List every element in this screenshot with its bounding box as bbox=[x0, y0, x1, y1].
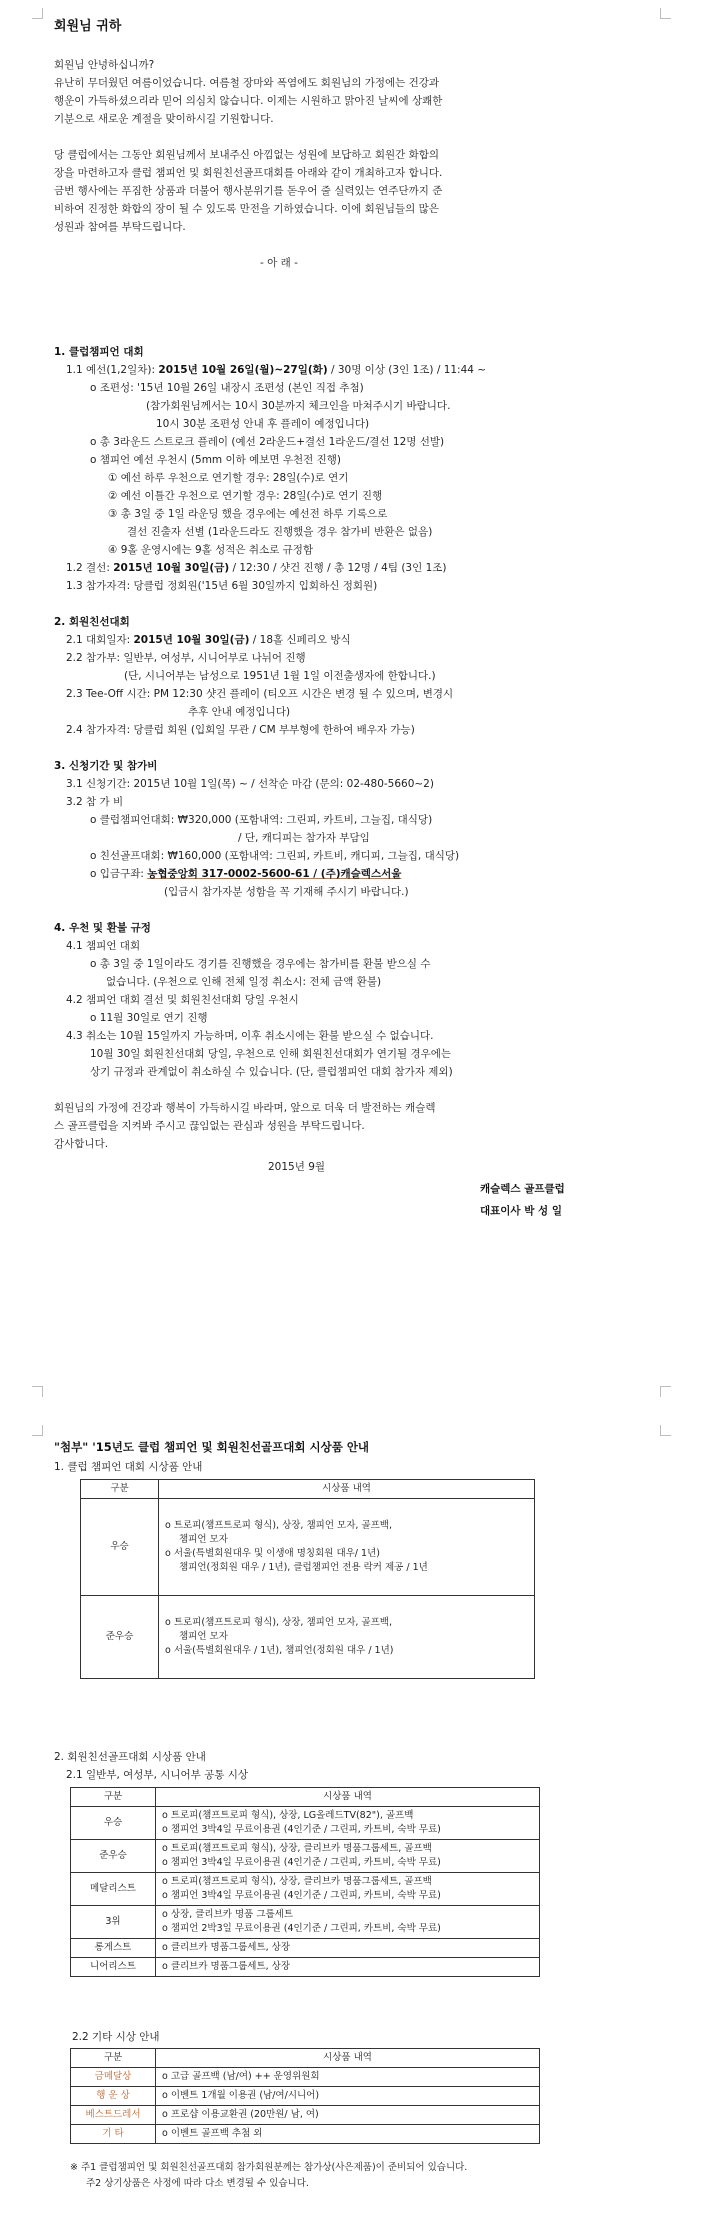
s1-1-line: 10시 30분 조편성 안내 후 플레이 예정입니다) bbox=[156, 418, 370, 430]
table-row bbox=[71, 2068, 540, 2087]
s1-2-label: 1.2 결선: bbox=[66, 562, 110, 574]
closing-line: 스 골프클럽을 지켜봐 주시고 끊임없는 관심과 성원을 부탁드립니다. bbox=[54, 1120, 365, 1132]
prize-category: 준우승 bbox=[81, 1596, 159, 1679]
prize-category: 니어리스트 bbox=[71, 1958, 156, 1977]
prize-line: o 클리브카 명품그룹세트, 상장 bbox=[162, 1942, 291, 1953]
representative: 대표이사 박 성 일 bbox=[480, 1205, 562, 1217]
prize-line: o 고급 골프백 (남/여) ++ 운영위원회 bbox=[162, 2071, 320, 2082]
champion-prize-table bbox=[80, 1479, 535, 1679]
prize-category: 금메달상 bbox=[71, 2068, 156, 2087]
table-row bbox=[71, 2087, 540, 2106]
s1-1-line: o 총 3라운드 스트로크 플레이 (예선 2라운드+결선 1라운드/결선 12명 선발) bbox=[90, 436, 445, 448]
s2-2-line: (단, 시니어부는 남성으로 1951년 1월 1일 이전출생자에 한합니다.) bbox=[124, 670, 436, 682]
body-line: 금번 행사에는 푸짐한 상품과 더불어 행사분위기를 돋우어 줄 실력있는 연주단까지 준 bbox=[54, 185, 443, 197]
prize-line: o 서울(특별회원대우 / 1년), 챔피언(정회원 대우 / 1년) bbox=[165, 1645, 394, 1656]
prize-category: 행 운 상 bbox=[71, 2087, 156, 2106]
s1-1-line: ② 예선 이틀간 우천으로 연기할 경우: 28일(수)로 연기 진행 bbox=[108, 490, 383, 502]
s3-2-line: o 친선골프대회: ₩160,000 (포함내역: 그린피, 카트비, 캐디피, 그늘집, 대식당) bbox=[90, 850, 460, 862]
attachment-section-2-2: 2.2 기타 시상 안내 bbox=[72, 2031, 160, 2043]
page-corner-mark bbox=[660, 1425, 671, 1436]
s1-2-date: 2015년 10월 30일(금) bbox=[113, 562, 230, 574]
greeting-line: 행운이 가득하셨으리라 믿어 의심치 않습니다. 이제는 시원하고 맑아진 날씨에 상쾌한 bbox=[54, 95, 443, 107]
table-row bbox=[71, 1840, 540, 1873]
body-line: 장을 마련하고자 클럽 챔피언 및 회원친선골프대회를 아래와 같이 개최하고자 합니다. bbox=[54, 167, 443, 179]
table-row bbox=[71, 2125, 540, 2144]
closing-line: 감사합니다. bbox=[54, 1138, 109, 1150]
prize-detail bbox=[156, 2068, 540, 2087]
prize-line: o 트로피(챔프트로피 형식), 상장, 클리브카 명품그룹세트, 골프백 bbox=[162, 1843, 432, 1854]
salutation: 회원님 귀하 bbox=[54, 19, 122, 34]
s2-4-line: 2.4 참가자격: 당클럽 회원 (입회일 무관 / CM 부부형에 한하여 배우자 가능) bbox=[66, 724, 415, 736]
body-line: 성원과 참여를 부탁드립니다. bbox=[54, 221, 186, 233]
s3-2-line: / 단, 캐디피는 참가자 부담임 bbox=[238, 832, 370, 844]
table-header: 구분 bbox=[71, 2049, 156, 2068]
s4-3-line: 10월 30일 회원친선대회 당일, 우천으로 인해 회원친선대회가 연기될 경우에는 bbox=[90, 1048, 452, 1060]
prize-detail bbox=[159, 1499, 535, 1596]
s1-1-date: 2015년 10월 26일(월)~27일(화) bbox=[158, 364, 328, 376]
prize-line: 챔피언 모자 bbox=[179, 1631, 228, 1642]
account-label: o 입금구좌: bbox=[90, 868, 144, 880]
prize-detail bbox=[159, 1596, 535, 1679]
s1-1-detail: / 30명 이상 (3인 1조) / 11:44 ~ bbox=[330, 364, 487, 376]
prize-detail bbox=[156, 1873, 540, 1906]
s1-1-label: 1.1 예선(1,2일차): bbox=[66, 364, 156, 376]
prize-detail bbox=[156, 1807, 540, 1840]
table-row bbox=[81, 1596, 535, 1679]
table-row bbox=[71, 1958, 540, 1977]
s1-1-line: (참가회원님께서는 10시 30분까지 체크인을 마쳐주시기 바랍니다. bbox=[146, 400, 451, 412]
section-1-title: 1. 클럽챔피언 대회 bbox=[54, 346, 144, 358]
prize-detail bbox=[156, 2125, 540, 2144]
prize-detail bbox=[156, 2087, 540, 2106]
prize-line: 챔피언 모자 bbox=[179, 1534, 228, 1545]
s1-1-line: 결선 진출자 선별 (1라운드라도 진행했을 경우 참가비 반환은 없음) bbox=[127, 526, 433, 538]
page-corner-mark bbox=[660, 8, 671, 19]
page-corner-mark bbox=[660, 1386, 671, 1397]
closing-line: 회원님의 가정에 건강과 행복이 가득하시길 바라며, 앞으로 더욱 더 발전하는 캐슬렉 bbox=[54, 1102, 436, 1114]
bank-account: 농협중앙회 317-0002-5600-61 / (주)캐슬렉스서울 bbox=[147, 868, 402, 880]
table-row bbox=[71, 1873, 540, 1906]
greeting-line: 유난히 무더웠던 여름이었습니다. 여름철 장마와 폭염에도 회원님의 가정에는 건강과 bbox=[54, 77, 440, 89]
s2-1-detail: / 18홀 신페리오 방식 bbox=[252, 634, 351, 646]
page-separator bbox=[0, 1405, 705, 1415]
s4-2-line: o 11월 30일로 연기 진행 bbox=[90, 1012, 208, 1024]
prize-line: o 챔피언 2박3일 무료이용권 (4인기준 / 그린피, 카트비, 숙박 무료) bbox=[162, 1923, 441, 1934]
greeting-line: 기분으로 새로운 계절을 맞이하시길 기원합니다. bbox=[54, 113, 274, 125]
prize-detail bbox=[156, 1840, 540, 1873]
s3-2-line: (입금시 참가자분 성함을 꼭 기재해 주시기 바랍니다.) bbox=[164, 886, 409, 898]
below-marker: - 아 래 - bbox=[260, 257, 298, 269]
prize-category: 3위 bbox=[71, 1906, 156, 1939]
letter-date: 2015년 9월 bbox=[268, 1161, 326, 1173]
table-header: 시상품 내역 bbox=[156, 2049, 540, 2068]
greeting-line: 회원님 안녕하십니까? bbox=[54, 59, 155, 71]
table-header: 구분 bbox=[71, 1788, 156, 1807]
attachment-section-2: 2. 회원친선골프대회 시상품 안내 bbox=[54, 1751, 206, 1763]
prize-detail bbox=[156, 1958, 540, 1977]
prize-line: o 이벤트 골프백 추첨 외 bbox=[162, 2128, 263, 2139]
prize-line: o 상장, 클리브카 명품 그룹세트 bbox=[162, 1909, 294, 1920]
page-corner-mark bbox=[32, 1425, 43, 1436]
s4-3-line: 상기 규정과 관계없이 취소하실 수 있습니다. (단, 클럽챔피언 대회 참가자 제외) bbox=[90, 1066, 453, 1078]
prize-detail bbox=[156, 1906, 540, 1939]
s3-2-line: 3.2 참 가 비 bbox=[66, 796, 124, 808]
table-row bbox=[71, 1906, 540, 1939]
s2-1-label: 2.1 대회일자: bbox=[66, 634, 131, 646]
prize-line: o 프로샵 이용교환권 (20만원/ 남, 여) bbox=[162, 2109, 319, 2120]
prize-category: 메달리스트 bbox=[71, 1873, 156, 1906]
s2-3-line: 추후 안내 예정입니다) bbox=[188, 706, 291, 718]
friendly-prize-table bbox=[70, 1787, 540, 1977]
s1-1-line: ③ 총 3일 중 1일 라운딩 했을 경우에는 예선전 하루 기록으로 bbox=[108, 508, 388, 520]
prize-category: 기 타 bbox=[71, 2125, 156, 2144]
prize-line: o 서울(특별회원대우 및 이생애 명칭회원 대우/ 1년) bbox=[165, 1548, 380, 1559]
attachment-section-1: 1. 클럽 챔피언 대회 시상품 안내 bbox=[54, 1461, 203, 1473]
body-line: 당 클럽에서는 그동안 회원님께서 보내주신 아낌없는 성원에 보답하고 회원간 화합의 bbox=[54, 149, 440, 161]
s4-1-line: o 총 3일 중 1일이라도 경기를 진행했을 경우에는 참가비를 환불 받으실 수 bbox=[90, 958, 431, 970]
table-header: 시상품 내역 bbox=[159, 1480, 535, 1499]
section-4-title: 4. 우천 및 환불 규정 bbox=[54, 922, 151, 934]
table-row bbox=[71, 1807, 540, 1840]
prize-line: o 트로피(챔프트로피 형식), 상장, 챔피언 모자, 골프백, bbox=[165, 1617, 392, 1628]
s1-1-line: o 챔피언 예선 우천시 (5mm 이하 예보면 우천전 진행) bbox=[90, 454, 342, 466]
prize-category: 우승 bbox=[81, 1499, 159, 1596]
table-header: 구분 bbox=[81, 1480, 159, 1499]
attachment-page bbox=[0, 1415, 705, 2229]
s4-1-line: 4.1 챔피언 대회 bbox=[66, 940, 141, 952]
prize-line: o 트로피(챔프트로피 형식), 상장, 챔피언 모자, 골프백, bbox=[165, 1520, 392, 1531]
prize-category: 준우승 bbox=[71, 1840, 156, 1873]
prize-line: o 챔피언 3박4일 무료이용권 (4인기준 / 그린피, 카트비, 숙박 무료) bbox=[162, 1890, 441, 1901]
prize-line: o 트로피(챔프트로피 형식), 상장, 클리브카 명품그룹세트, 골프백 bbox=[162, 1876, 432, 1887]
other-prize-table bbox=[70, 2048, 540, 2144]
prize-line: o 클리브카 명품그룹세트, 상장 bbox=[162, 1961, 291, 1972]
table-header: 시상품 내역 bbox=[156, 1788, 540, 1807]
table-row bbox=[81, 1499, 535, 1596]
prize-category: 우승 bbox=[71, 1807, 156, 1840]
s3-2-line: o 클럽챔피언대회: ₩320,000 (포함내역: 그린피, 카트비, 그늘집, 대식당) bbox=[90, 814, 433, 826]
s1-1-line: ④ 9홀 운영시에는 9홀 성적은 취소로 규정함 bbox=[108, 544, 314, 556]
s2-3-line: 2.3 Tee-Off 시간: PM 12:30 샷건 플레이 (티오프 시간은 변경 될 수 있으며, 변경시 bbox=[66, 688, 454, 700]
table-row bbox=[71, 1939, 540, 1958]
prize-detail bbox=[156, 1939, 540, 1958]
page-corner-mark bbox=[32, 1386, 43, 1397]
s4-3-line: 4.3 취소는 10월 15일까지 가능하며, 이후 취소시에는 환불 받으실 수 없습니다. bbox=[66, 1030, 434, 1042]
attachment-title: "첨부" '15년도 클럽 챔피언 및 회원친선골프대회 시상품 안내 bbox=[54, 1440, 370, 1454]
s2-1-date: 2015년 10월 30일(금) bbox=[133, 634, 250, 646]
s2-2-line: 2.2 참가부: 일반부, 여성부, 시니어부로 나뉘어 진행 bbox=[66, 652, 306, 664]
section-2-title: 2. 회원친선대회 bbox=[54, 616, 130, 628]
organization-name: 캐슬렉스 골프클럽 bbox=[480, 1183, 565, 1195]
prize-detail bbox=[156, 2106, 540, 2125]
s1-3-line: 1.3 참가자격: 당클럽 정회원('15년 6월 30일까지 입회하신 정회원) bbox=[66, 580, 378, 592]
s1-2-detail: / 12:30 / 샷건 진행 / 총 12명 / 4팀 (3인 1조) bbox=[232, 562, 447, 574]
attachment-section-2-1: 2.1 일반부, 여성부, 시니어부 공통 시상 bbox=[66, 1769, 249, 1781]
prize-line: 챔피언(정회원 대우 / 1년), 클럽챔피언 전용 락커 제공 / 1년 bbox=[179, 1562, 428, 1573]
body-line: 비하여 진정한 화합의 장이 될 수 있도록 만전을 기하였습니다. 이에 회원님들의 많은 bbox=[54, 203, 439, 215]
page-corner-mark bbox=[32, 8, 43, 19]
table-row bbox=[71, 2106, 540, 2125]
prize-line: o 이벤트 1개월 이용권 (남/여/시니어) bbox=[162, 2090, 320, 2101]
s4-1-line: 없습니다. (우천으로 인해 전체 일정 취소시: 전체 금액 환불) bbox=[106, 976, 382, 988]
s3-1-line: 3.1 신청기간: 2015년 10월 1일(목) ~ / 선착순 마감 (문의: 02-480-5660~2) bbox=[66, 778, 434, 790]
footnote: 주2 상기상품은 사정에 따라 다소 변경될 수 있습니다. bbox=[86, 2178, 309, 2189]
prize-line: o 챔피언 3박4일 무료이용권 (4인기준 / 그린피, 카트비, 숙박 무료) bbox=[162, 1824, 441, 1835]
s1-1-line: ① 예선 하루 우천으로 연기할 경우: 28일(수)로 연기 bbox=[108, 472, 349, 484]
prize-category: 롱게스트 bbox=[71, 1939, 156, 1958]
prize-line: o 트로피(챔프트로피 형식), 상장, LG올레드TV(82"), 골프백 bbox=[162, 1810, 414, 1821]
prize-line: o 챔피언 3박4일 무료이용권 (4인기준 / 그린피, 카트비, 숙박 무료) bbox=[162, 1857, 441, 1868]
s4-2-line: 4.2 챔피언 대회 결선 및 회원친선대회 당일 우천시 bbox=[66, 994, 299, 1006]
footnote: ※ 주1 클럽챔피언 및 회원친선골프대회 참가회원분께는 참가상(사은제품)이 준비되어 있습니다. bbox=[70, 2162, 468, 2173]
s1-1-line: o 조편성: '15년 10월 26일 내장시 조편성 (본인 직접 추첨) bbox=[90, 382, 364, 394]
prize-category: 베스트드레서 bbox=[71, 2106, 156, 2125]
section-3-title: 3. 신청기간 및 참가비 bbox=[54, 760, 158, 772]
